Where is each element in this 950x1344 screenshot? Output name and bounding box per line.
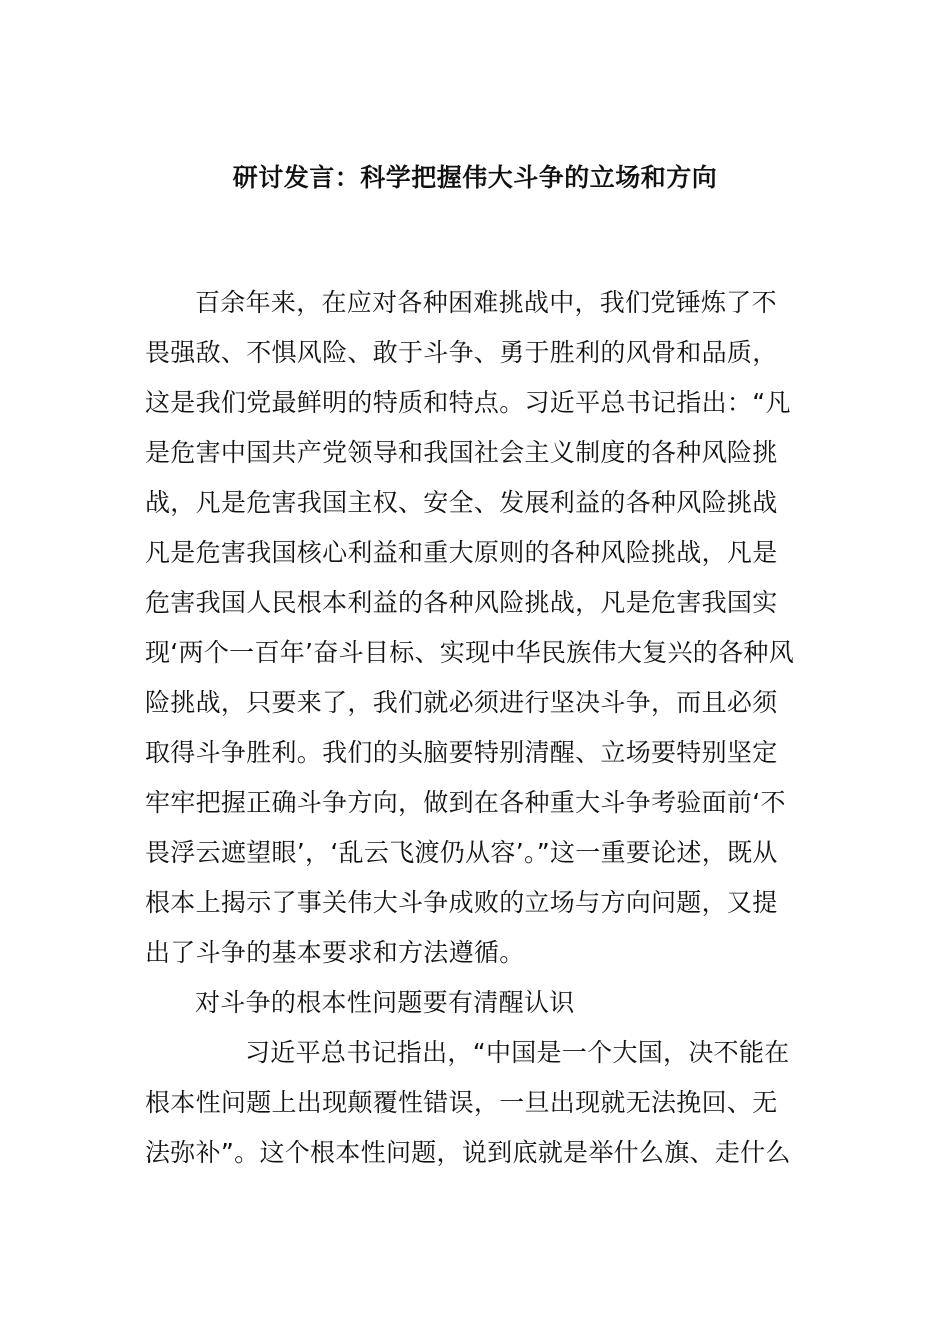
body-line: 这是我们党最鲜明的特质和特点。习近平总书记指出：“凡 <box>145 388 791 417</box>
body-line: 百余年来，在应对各种困难挑战中，我们党锤炼了不 <box>195 288 777 317</box>
body-line: 险挑战，只要来了，我们就必须进行坚决斗争，而且必须 <box>145 688 778 717</box>
body-line: 根本上揭示了事关伟大斗争成败的立场与方向问题，又提 <box>145 888 778 917</box>
body-line: 出了斗争的基本要求和方法遵循。 <box>145 938 525 967</box>
body-line: 凡是危害我国核心利益和重大原则的各种风险挑战，凡是 <box>145 538 778 567</box>
body-line: 取得斗争胜利。我们的头脑要特别清醒、立场要特别坚定 <box>145 738 778 767</box>
body-line: 畏强敌、不惧风险、敢于斗争、勇于胜利的风骨和品质， <box>145 338 778 367</box>
body-line: 危害我国人民根本利益的各种风险挑战，凡是危害我国实 <box>145 588 778 617</box>
body-line: 法弥补”。这个根本性问题，说到底就是举什么旗、走什么 <box>145 1138 791 1167</box>
body-line: 是危害中国共产党领导和我国社会主义制度的各种风险挑 <box>145 438 778 467</box>
body-line: 习近平总书记指出，“中国是一个大国，决不能在 <box>245 1038 790 1067</box>
body-line: 畏浮云遮望眼’，‘乱云飞渡仍从容’。”这一重要论述，既从 <box>145 838 778 867</box>
body-line: 战，凡是危害我国主权、安全、发展利益的各种风险挑战 <box>145 488 778 517</box>
document-body <box>145 285 815 1185</box>
body-line: 根本性问题上出现颠覆性错误，一旦出现就无法挽回、无 <box>145 1088 778 1117</box>
document-title: 研讨发言：科学把握伟大斗争的立场和方向 <box>232 163 718 192</box>
body-line: 牢牢把握正确斗争方向，做到在各种重大斗争考验面前‘不 <box>145 788 786 817</box>
section-heading: 对斗争的根本性问题要有清醒认识 <box>195 988 575 1017</box>
body-line: 现‘两个一百年’奋斗目标、实现中华民族伟大复兴的各种风 <box>145 638 794 667</box>
